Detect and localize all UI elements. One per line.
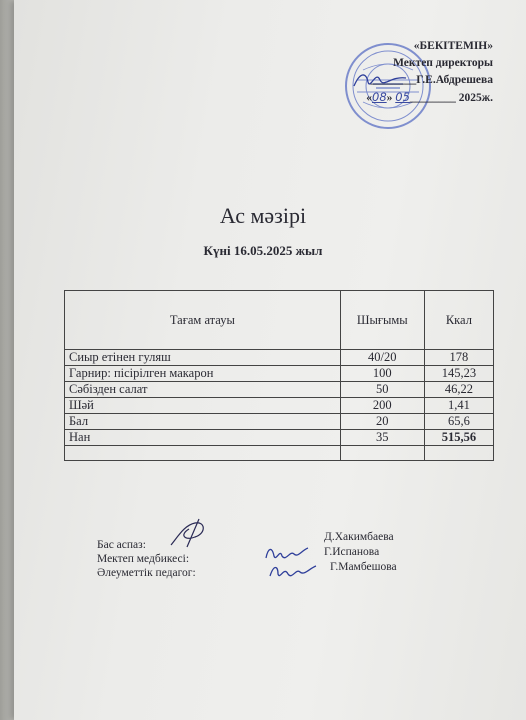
dish-kcal: 46,22 [424, 382, 493, 398]
table-row [65, 382, 494, 398]
dish-name: Сиыр етінен гуляш [65, 350, 341, 366]
dish-name: Бал [65, 414, 341, 430]
blank-cell [340, 446, 424, 461]
dish-yield: 200 [340, 398, 424, 414]
dish-yield: 40/20 [340, 350, 424, 366]
dish-name: Шәй [65, 398, 341, 414]
document-date: Күні 16.05.2025 жыл [203, 243, 323, 258]
approval-date: «08» 05________ 2025ж. [366, 90, 493, 104]
social-pedagogue-signature [266, 560, 318, 582]
approval-name-text: Г.Е.Абдрешева [416, 74, 493, 86]
dish-name: Гарнир: пісірілген макарон [65, 366, 341, 382]
blank-cell [65, 446, 341, 461]
header-kcal: Ккал [424, 291, 493, 350]
document-title: Ас мәзірі [219, 203, 307, 228]
role-social-pedagogue: Әлеуметтік педагог: [97, 567, 196, 579]
dish-kcal: 1,41 [424, 398, 493, 414]
name-school-nurse: Г.Испанова [324, 546, 380, 558]
table-row [65, 398, 494, 414]
dish-kcal: 145,23 [424, 366, 493, 382]
dish-kcal: 65,6 [424, 414, 493, 430]
director-signature [350, 66, 410, 94]
dish-name: Нан [65, 430, 341, 446]
role-school-nurse: Мектеп медбикесі: [97, 553, 190, 565]
header-dish-name: Тағам атауы [65, 291, 341, 350]
header-yield: Шығымы [340, 291, 424, 350]
dish-name: Сәбізден салат [65, 382, 341, 398]
approval-day: 08 [372, 90, 387, 104]
head-cook-signature [165, 515, 213, 551]
dish-kcal: 178 [424, 350, 493, 366]
menu-table [64, 290, 494, 461]
approval-year: 2025ж. [458, 92, 493, 104]
table-row [65, 350, 494, 366]
role-head-cook: Бас аспаз: [97, 539, 146, 551]
blank-cell [424, 446, 493, 461]
name-social-pedagogue: Г.Мамбешова [330, 561, 397, 573]
table-row-blank [65, 446, 494, 461]
approval-name: ________Г.Е.Абдрешева [370, 74, 493, 86]
approval-position: Мектеп директоры [393, 57, 493, 69]
dish-yield: 20 [340, 414, 424, 430]
approval-title: «БЕКІТЕМІН» [413, 40, 493, 52]
total-kcal: 515,56 [424, 430, 493, 446]
dish-yield: 50 [340, 382, 424, 398]
table-header-row [65, 291, 494, 350]
approval-month: 05 [395, 90, 410, 104]
paper-edge [0, 0, 14, 720]
table-row [65, 430, 494, 446]
signature-names [324, 530, 397, 575]
dish-yield: 35 [340, 430, 424, 446]
table-row [65, 366, 494, 382]
table-row [65, 414, 494, 430]
dish-yield: 100 [340, 366, 424, 382]
name-head-cook: Д.Хакимбаева [324, 531, 394, 543]
